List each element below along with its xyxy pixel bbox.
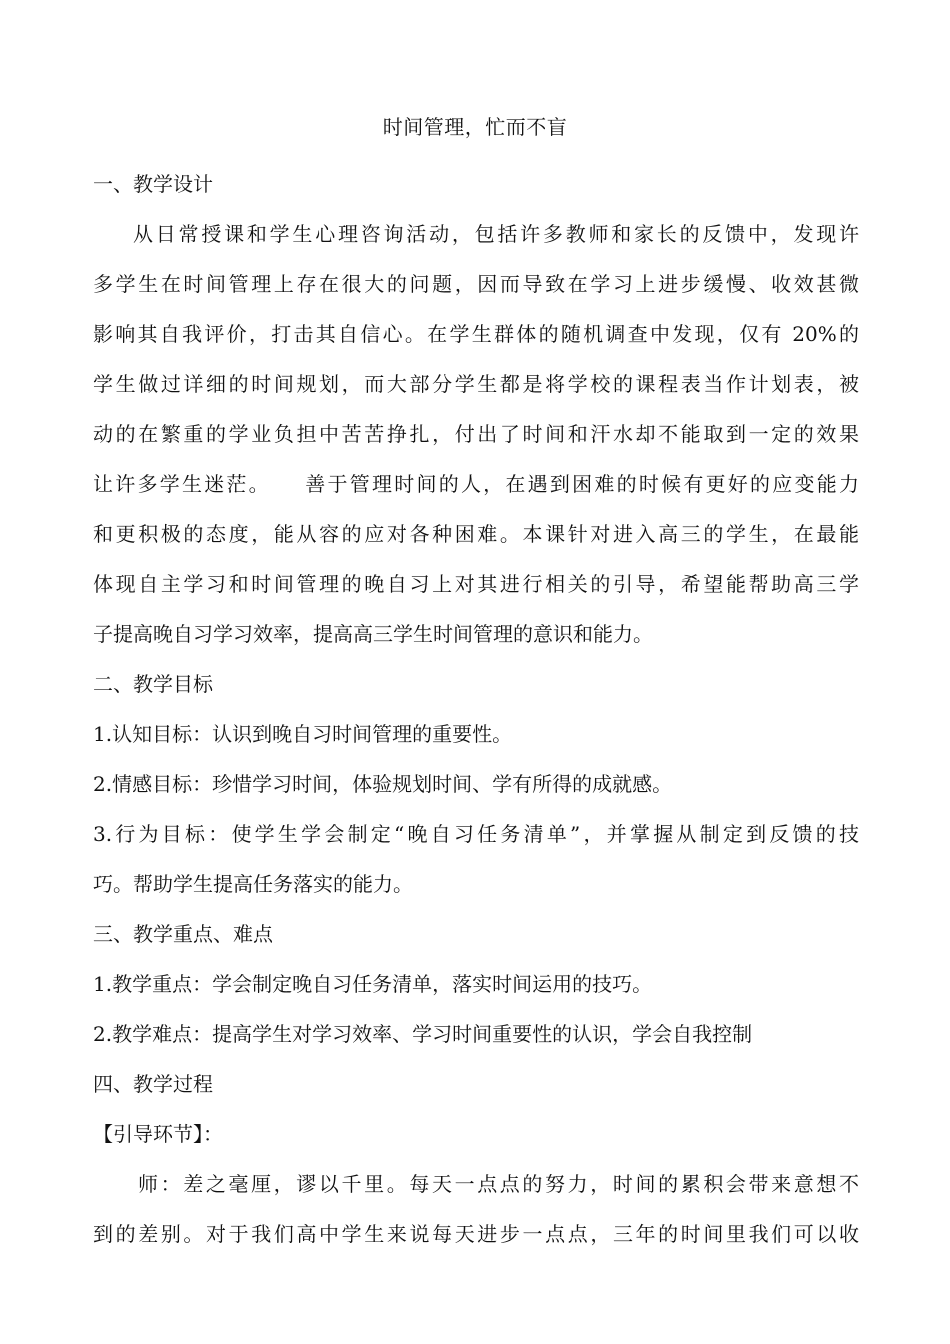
paragraph-line: 让许多学生迷茫。 善于管理时间的人，在遇到困难的时候有更好的应变能力 [93,472,859,496]
difficult-point: 2.教学难点：提高学生对学习效率、学习时间重要性的认识，学会自我控制 [93,1022,753,1046]
paragraph-line: 和更积极的态度，能从容的应对各种困难。本课针对进入高三的学生，在最能 [93,522,859,546]
paragraph-line: 学生做过详细的时间规划，而大部分学生都是将学校的课程表当作计划表，被 [93,372,859,396]
goal-behavioral: 3.行为目标：使学生学会制定“晚自习任务清单”，并掌握从制定到反馈的技 [93,822,859,846]
section-heading-design: 一、教学设计 [93,172,213,196]
paragraph-line: 从日常授课和学生心理咨询活动，包括许多教师和家长的反馈中，发现许 [133,222,859,246]
document-body [93,159,859,1259]
section-heading-key-points: 三、教学重点、难点 [93,922,273,946]
paragraph-line: 多学生在时间管理上存在很大的问题，因而导致在学习上进步缓慢、收效甚微 [93,272,859,296]
paragraph-line: 体现自主学习和时间管理的晚自习上对其进行相关的引导，希望能帮助高三学 [93,572,859,596]
paragraph-line: 子提高晚自习学习效率，提高高三学生时间管理的意识和能力。 [93,622,653,646]
key-point: 1.教学重点：学会制定晚自习任务清单，落实时间运用的技巧。 [93,972,653,996]
paragraph-line: 到的差别。对于我们高中学生来说每天进步一点点，三年的时间里我们可以收 [93,1222,859,1246]
document-title: 时间管理，忙而不盲 [382,115,568,139]
paragraph-line: 师：差之毫厘，谬以千里。每天一点点的努力，时间的累积会带来意想不 [138,1172,859,1196]
section-heading-process: 四、教学过程 [93,1072,213,1096]
paragraph-line: 影响其自我评价，打击其自信心。在学生群体的随机调查中发现，仅有 20%的 [93,322,859,346]
section-heading-goals: 二、教学目标 [93,672,213,696]
subsection-heading-guide: 【引导环节】： [93,1122,223,1146]
goal-behavioral-cont: 巧。帮助学生提高任务落实的能力。 [93,872,413,896]
paragraph-line: 动的在繁重的学业负担中苦苦挣扎，付出了时间和汗水却不能取到一定的效果 [93,422,859,446]
goal-cognitive: 1.认知目标：认识到晚自习时间管理的重要性。 [93,722,513,746]
goal-emotional: 2.情感目标：珍惜学习时间，体验规划时间、学有所得的成就感。 [93,772,673,796]
